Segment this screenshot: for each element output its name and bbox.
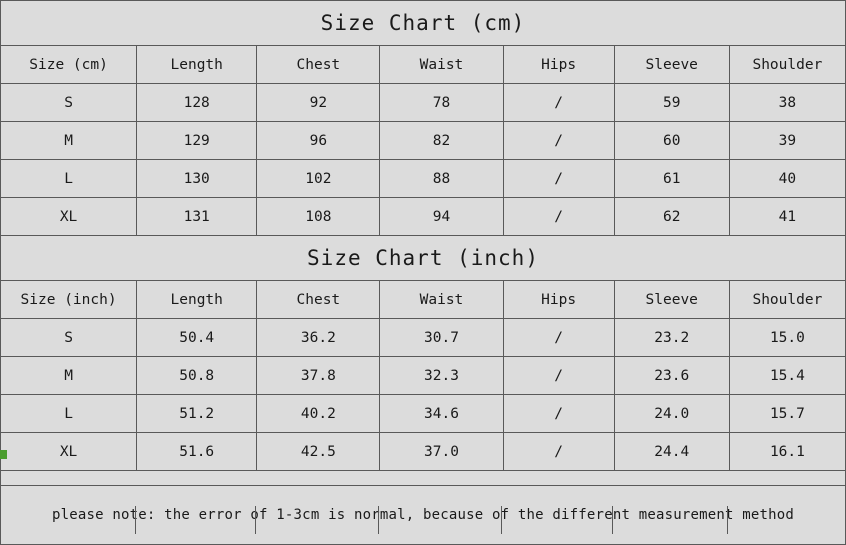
cell: 51.6	[137, 433, 257, 471]
cell: 51.2	[137, 395, 257, 433]
cell: 130	[137, 160, 257, 198]
cell: 42.5	[257, 433, 380, 471]
cm-header-shoulder: Shoulder	[729, 46, 845, 84]
grid-segment	[0, 506, 136, 534]
cell: 39	[729, 122, 845, 160]
cell: 61	[614, 160, 729, 198]
cell: 60	[614, 122, 729, 160]
cell: 34.6	[380, 395, 503, 433]
inch-header-shoulder: Shoulder	[729, 281, 845, 319]
cell: /	[503, 160, 614, 198]
cell: 23.2	[614, 319, 729, 357]
cm-table-title: Size Chart (cm)	[1, 1, 846, 46]
cell: 78	[380, 84, 503, 122]
table-row	[1, 357, 846, 395]
cell: 40	[729, 160, 845, 198]
cell: 36.2	[257, 319, 380, 357]
inch-table-header-row	[1, 281, 846, 319]
cell: 50.4	[137, 319, 257, 357]
cell: 37.8	[257, 357, 380, 395]
cell: 131	[137, 198, 257, 236]
cell: 37.0	[380, 433, 503, 471]
table-row	[1, 319, 846, 357]
cm-header-size: Size (cm)	[1, 46, 137, 84]
cell: 50.8	[137, 357, 257, 395]
cell: 15.0	[729, 319, 845, 357]
cell: 59	[614, 84, 729, 122]
cell: 102	[257, 160, 380, 198]
inch-header-length: Length	[137, 281, 257, 319]
table-row	[1, 160, 846, 198]
table-row	[1, 433, 846, 471]
cell: 40.2	[257, 395, 380, 433]
table-row	[1, 198, 846, 236]
cell: /	[503, 319, 614, 357]
cell: S	[1, 319, 137, 357]
spacer-row	[1, 471, 846, 486]
cm-header-chest: Chest	[257, 46, 380, 84]
cell: L	[1, 160, 137, 198]
cell: 41	[729, 198, 845, 236]
cell: 24.4	[614, 433, 729, 471]
grid-segment	[256, 506, 379, 534]
cell: /	[503, 122, 614, 160]
cell: 15.4	[729, 357, 845, 395]
cell: 96	[257, 122, 380, 160]
cell: 62	[614, 198, 729, 236]
cell: 16.1	[729, 433, 845, 471]
cell: 24.0	[614, 395, 729, 433]
cell: 92	[257, 84, 380, 122]
cell: 23.6	[614, 357, 729, 395]
cell: L	[1, 395, 137, 433]
cm-header-length: Length	[137, 46, 257, 84]
cell: 82	[380, 122, 503, 160]
grid-segment	[728, 506, 844, 534]
spacer-cell	[1, 471, 846, 486]
cell: 15.7	[729, 395, 845, 433]
inch-header-size: Size (inch)	[1, 281, 137, 319]
inch-header-sleeve: Sleeve	[614, 281, 729, 319]
grid-segment	[613, 506, 728, 534]
grid-segment	[379, 506, 502, 534]
bottom-grid-strip	[0, 506, 846, 534]
cell: 108	[257, 198, 380, 236]
cell: 128	[137, 84, 257, 122]
cell: 129	[137, 122, 257, 160]
cell: 94	[380, 198, 503, 236]
cell: /	[503, 198, 614, 236]
cm-table-header-row	[1, 46, 846, 84]
cell: XL	[1, 198, 137, 236]
green-marker-icon	[0, 450, 7, 459]
cell: /	[503, 433, 614, 471]
cm-header-hips: Hips	[503, 46, 614, 84]
cell: XL	[1, 433, 137, 471]
table-row	[1, 122, 846, 160]
cell: /	[503, 395, 614, 433]
cm-table-title-row	[1, 1, 846, 46]
grid-segment	[136, 506, 256, 534]
cell: /	[503, 357, 614, 395]
cell: /	[503, 84, 614, 122]
cm-header-waist: Waist	[380, 46, 503, 84]
table-row	[1, 395, 846, 433]
inch-header-hips: Hips	[503, 281, 614, 319]
grid-segment	[502, 506, 613, 534]
inch-table-title: Size Chart (inch)	[1, 236, 846, 281]
cell: M	[1, 122, 137, 160]
cell: 32.3	[380, 357, 503, 395]
cell: M	[1, 357, 137, 395]
cell: S	[1, 84, 137, 122]
inch-header-waist: Waist	[380, 281, 503, 319]
measurement-note: please note: the error of 1-3cm is normal, because of the different measurement method	[1, 486, 846, 545]
cell: 38	[729, 84, 845, 122]
cm-header-sleeve: Sleeve	[614, 46, 729, 84]
inch-table-title-row	[1, 236, 846, 281]
cell: 30.7	[380, 319, 503, 357]
inch-header-chest: Chest	[257, 281, 380, 319]
table-row	[1, 84, 846, 122]
cell: 88	[380, 160, 503, 198]
